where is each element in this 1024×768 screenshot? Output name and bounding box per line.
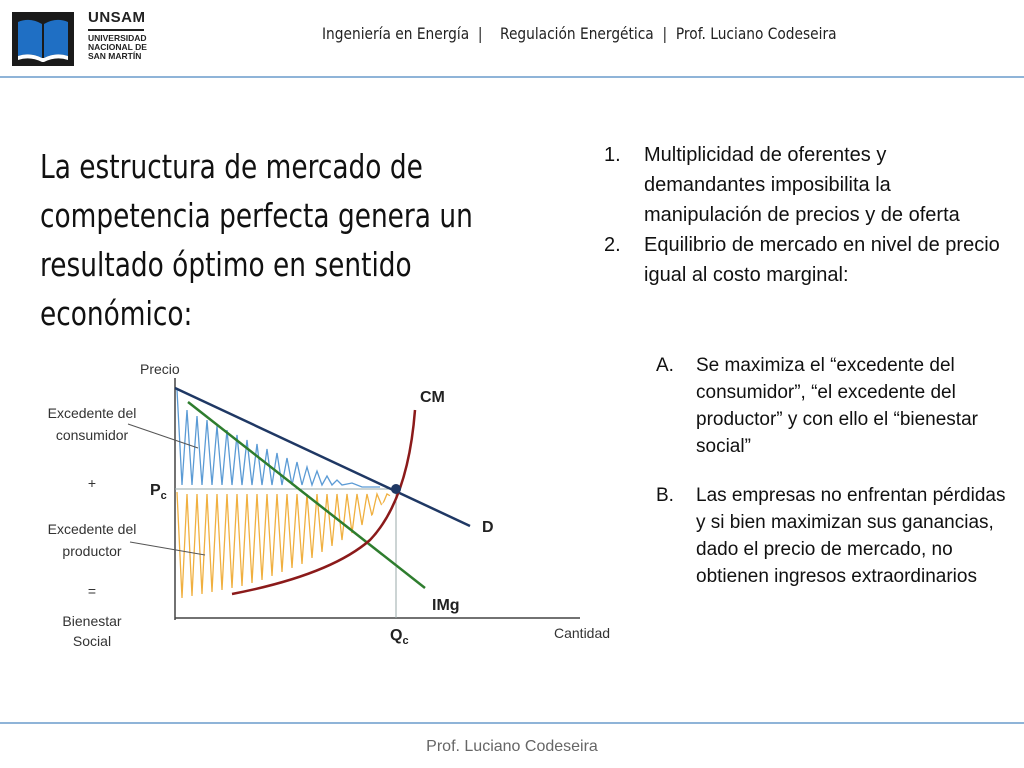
footer-text: Prof. Luciano Codeseira [426,738,598,755]
list-marker: 1. [604,144,621,166]
price-label: $P_c$ [150,482,167,502]
list-marker: B. [656,485,674,506]
consumer-surplus-label-1: Excedente del [47,405,137,421]
market-surplus-diagram [40,350,620,670]
plus-sign: + [87,475,97,491]
header [0,0,1024,78]
equals-sign: = [87,583,97,599]
logo-title: UNSAM [88,9,146,26]
demand-curve-label: D [482,519,494,536]
consumer-surplus-label-2: consumidor [55,427,129,443]
logo-divider [88,29,144,31]
producer-surplus-label-2: productor [62,543,122,559]
equilibrium-point [391,484,401,494]
logo-sub-3: SAN MARTÍN [88,50,142,61]
book-logo-icon [12,12,74,66]
x-axis-label: Cantidad [554,625,611,641]
logo-text [88,10,147,61]
lettered-list [656,352,1006,612]
list-item-text: Equilibrio de mercado en nivel de precio igual al costo marginal: [644,234,1000,286]
list-item [656,482,1006,590]
cost-curve-label: CM [420,389,445,406]
footer-divider [0,722,1024,724]
list-item [604,230,1004,290]
logo-sub-1: UNIVERSIDAD [88,32,147,43]
consumer-surplus-arrow [128,424,198,448]
list-marker: A. [656,355,674,376]
quantity-label: $Q_c$ [390,627,409,647]
slide-title: La estructura de mercado de competencia perfecta genera un resultado óptimo en sentido económico: [40,147,473,333]
header-title: Ingeniería en Energía | Regulación Energética | Prof. Luciano Codeseira [322,24,837,43]
marginal-revenue-label: IMg [432,597,460,614]
marginal-cost-curve [232,410,415,594]
list-item-text: Multiplicidad de oferentes y demandantes imposibilita la manipulación de precios y de oferta [644,144,960,226]
header-divider [0,76,1024,78]
welfare-label-1: Bienestar [62,613,122,629]
numbered-list [604,140,1004,290]
welfare-label-2: Social [72,633,112,649]
list-item [656,352,1006,460]
unsam-logo [12,10,172,70]
list-item-text: Las empresas no enfrentan pérdidas y si bien maximizan sus ganancias, dado el precio de mercado, no obtienen ingresos extraordinarios [696,485,1006,587]
list-item [604,140,1004,230]
list-item-text: Se maximiza el “excedente del consumidor”, “el excedente del productor” y con ello el “bienestar social” [696,355,978,457]
producer-surplus-label-1: Excedente del [47,521,137,537]
list-marker: 2. [604,234,621,256]
y-axis-label: Precio [140,361,180,377]
logo-sub-2: NACIONAL DE [88,41,147,52]
